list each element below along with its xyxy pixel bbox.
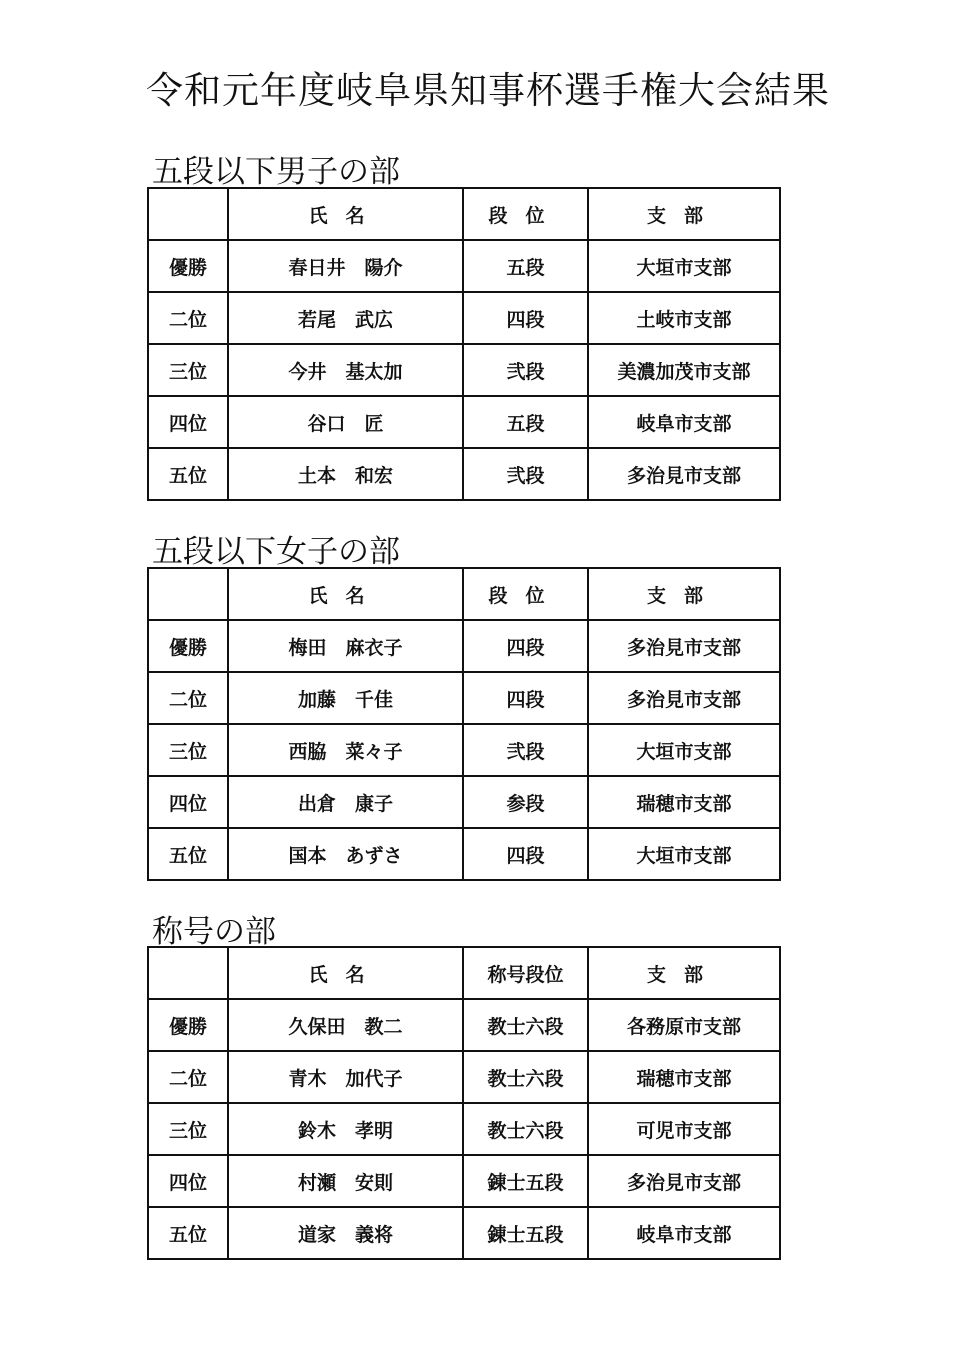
branch-cell: 瑞穂市支部 bbox=[588, 1051, 780, 1103]
name-cell: 出倉 康子 bbox=[228, 776, 463, 828]
grade-cell: 錬士五段 bbox=[463, 1207, 588, 1259]
name-cell: 道家 義将 bbox=[228, 1207, 463, 1259]
rank-cell: 五位 bbox=[148, 1207, 228, 1259]
header-blank bbox=[148, 568, 228, 620]
section-title-titles: 称号の部 bbox=[152, 914, 276, 950]
name-cell: 村瀬 安則 bbox=[228, 1155, 463, 1207]
name-cell: 春日井 陽介 bbox=[228, 240, 463, 292]
branch-cell: 各務原市支部 bbox=[588, 999, 780, 1051]
table-row bbox=[148, 1207, 780, 1259]
rank-cell: 二位 bbox=[148, 292, 228, 344]
table-row bbox=[148, 240, 780, 292]
grade-cell: 弐段 bbox=[463, 448, 588, 500]
branch-cell: 岐阜市支部 bbox=[588, 396, 780, 448]
table-row bbox=[148, 448, 780, 500]
header-branch: 支部 bbox=[588, 568, 780, 620]
rank-cell: 四位 bbox=[148, 1155, 228, 1207]
branch-cell: 美濃加茂市支部 bbox=[588, 344, 780, 396]
document-title: 令和元年度岐阜県知事杯選手権大会結果 bbox=[146, 69, 830, 112]
name-cell: 土本 和宏 bbox=[228, 448, 463, 500]
branch-cell: 岐阜市支部 bbox=[588, 1207, 780, 1259]
rank-cell: 五位 bbox=[148, 828, 228, 880]
rank-cell: 三位 bbox=[148, 1103, 228, 1155]
section-title-men: 五段以下男子の部 bbox=[152, 154, 400, 190]
table-row bbox=[148, 1051, 780, 1103]
name-cell: 若尾 武広 bbox=[228, 292, 463, 344]
header-name: 氏名 bbox=[228, 188, 463, 240]
table-row bbox=[148, 1155, 780, 1207]
table-row bbox=[148, 344, 780, 396]
branch-cell: 多治見市支部 bbox=[588, 1155, 780, 1207]
name-cell: 加藤 千佳 bbox=[228, 672, 463, 724]
grade-cell: 弐段 bbox=[463, 724, 588, 776]
table-row bbox=[148, 724, 780, 776]
header-grade: 段位 bbox=[463, 568, 588, 620]
header-grade: 段位 bbox=[463, 188, 588, 240]
header-blank bbox=[148, 947, 228, 999]
table-row bbox=[148, 292, 780, 344]
branch-cell: 大垣市支部 bbox=[588, 240, 780, 292]
header-branch: 支部 bbox=[588, 188, 780, 240]
name-cell: 青木 加代子 bbox=[228, 1051, 463, 1103]
branch-cell: 多治見市支部 bbox=[588, 448, 780, 500]
header-grade: 称号段位 bbox=[463, 947, 588, 999]
grade-cell: 四段 bbox=[463, 620, 588, 672]
table-header-row bbox=[148, 188, 780, 240]
rank-cell: 三位 bbox=[148, 344, 228, 396]
header-branch: 支部 bbox=[588, 947, 780, 999]
grade-cell: 四段 bbox=[463, 828, 588, 880]
results-table-men bbox=[147, 187, 781, 501]
section-title-women: 五段以下女子の部 bbox=[152, 534, 400, 570]
rank-cell: 二位 bbox=[148, 672, 228, 724]
rank-cell: 四位 bbox=[148, 776, 228, 828]
rank-cell: 五位 bbox=[148, 448, 228, 500]
grade-cell: 教士六段 bbox=[463, 1051, 588, 1103]
table-row bbox=[148, 776, 780, 828]
rank-cell: 優勝 bbox=[148, 999, 228, 1051]
grade-cell: 五段 bbox=[463, 240, 588, 292]
grade-cell: 弐段 bbox=[463, 344, 588, 396]
name-cell: 谷口 匠 bbox=[228, 396, 463, 448]
results-table-titles bbox=[147, 946, 781, 1260]
rank-cell: 二位 bbox=[148, 1051, 228, 1103]
results-table-women bbox=[147, 567, 781, 881]
rank-cell: 優勝 bbox=[148, 620, 228, 672]
grade-cell: 参段 bbox=[463, 776, 588, 828]
grade-cell: 四段 bbox=[463, 292, 588, 344]
rank-cell: 四位 bbox=[148, 396, 228, 448]
table-row bbox=[148, 672, 780, 724]
rank-cell: 三位 bbox=[148, 724, 228, 776]
table-row bbox=[148, 396, 780, 448]
grade-cell: 教士六段 bbox=[463, 1103, 588, 1155]
header-name: 氏名 bbox=[228, 568, 463, 620]
name-cell: 鈴木 孝明 bbox=[228, 1103, 463, 1155]
table-row bbox=[148, 1103, 780, 1155]
branch-cell: 多治見市支部 bbox=[588, 672, 780, 724]
table-row bbox=[148, 999, 780, 1051]
grade-cell: 五段 bbox=[463, 396, 588, 448]
grade-cell: 四段 bbox=[463, 672, 588, 724]
grade-cell: 教士六段 bbox=[463, 999, 588, 1051]
branch-cell: 大垣市支部 bbox=[588, 828, 780, 880]
name-cell: 西脇 菜々子 bbox=[228, 724, 463, 776]
header-blank bbox=[148, 188, 228, 240]
table-row bbox=[148, 828, 780, 880]
name-cell: 国本 あずさ bbox=[228, 828, 463, 880]
table-row bbox=[148, 620, 780, 672]
name-cell: 今井 基太加 bbox=[228, 344, 463, 396]
header-name: 氏名 bbox=[228, 947, 463, 999]
branch-cell: 大垣市支部 bbox=[588, 724, 780, 776]
branch-cell: 可児市支部 bbox=[588, 1103, 780, 1155]
table-header-row bbox=[148, 568, 780, 620]
grade-cell: 錬士五段 bbox=[463, 1155, 588, 1207]
branch-cell: 瑞穂市支部 bbox=[588, 776, 780, 828]
rank-cell: 優勝 bbox=[148, 240, 228, 292]
branch-cell: 多治見市支部 bbox=[588, 620, 780, 672]
branch-cell: 土岐市支部 bbox=[588, 292, 780, 344]
table-header-row bbox=[148, 947, 780, 999]
name-cell: 久保田 教二 bbox=[228, 999, 463, 1051]
name-cell: 梅田 麻衣子 bbox=[228, 620, 463, 672]
